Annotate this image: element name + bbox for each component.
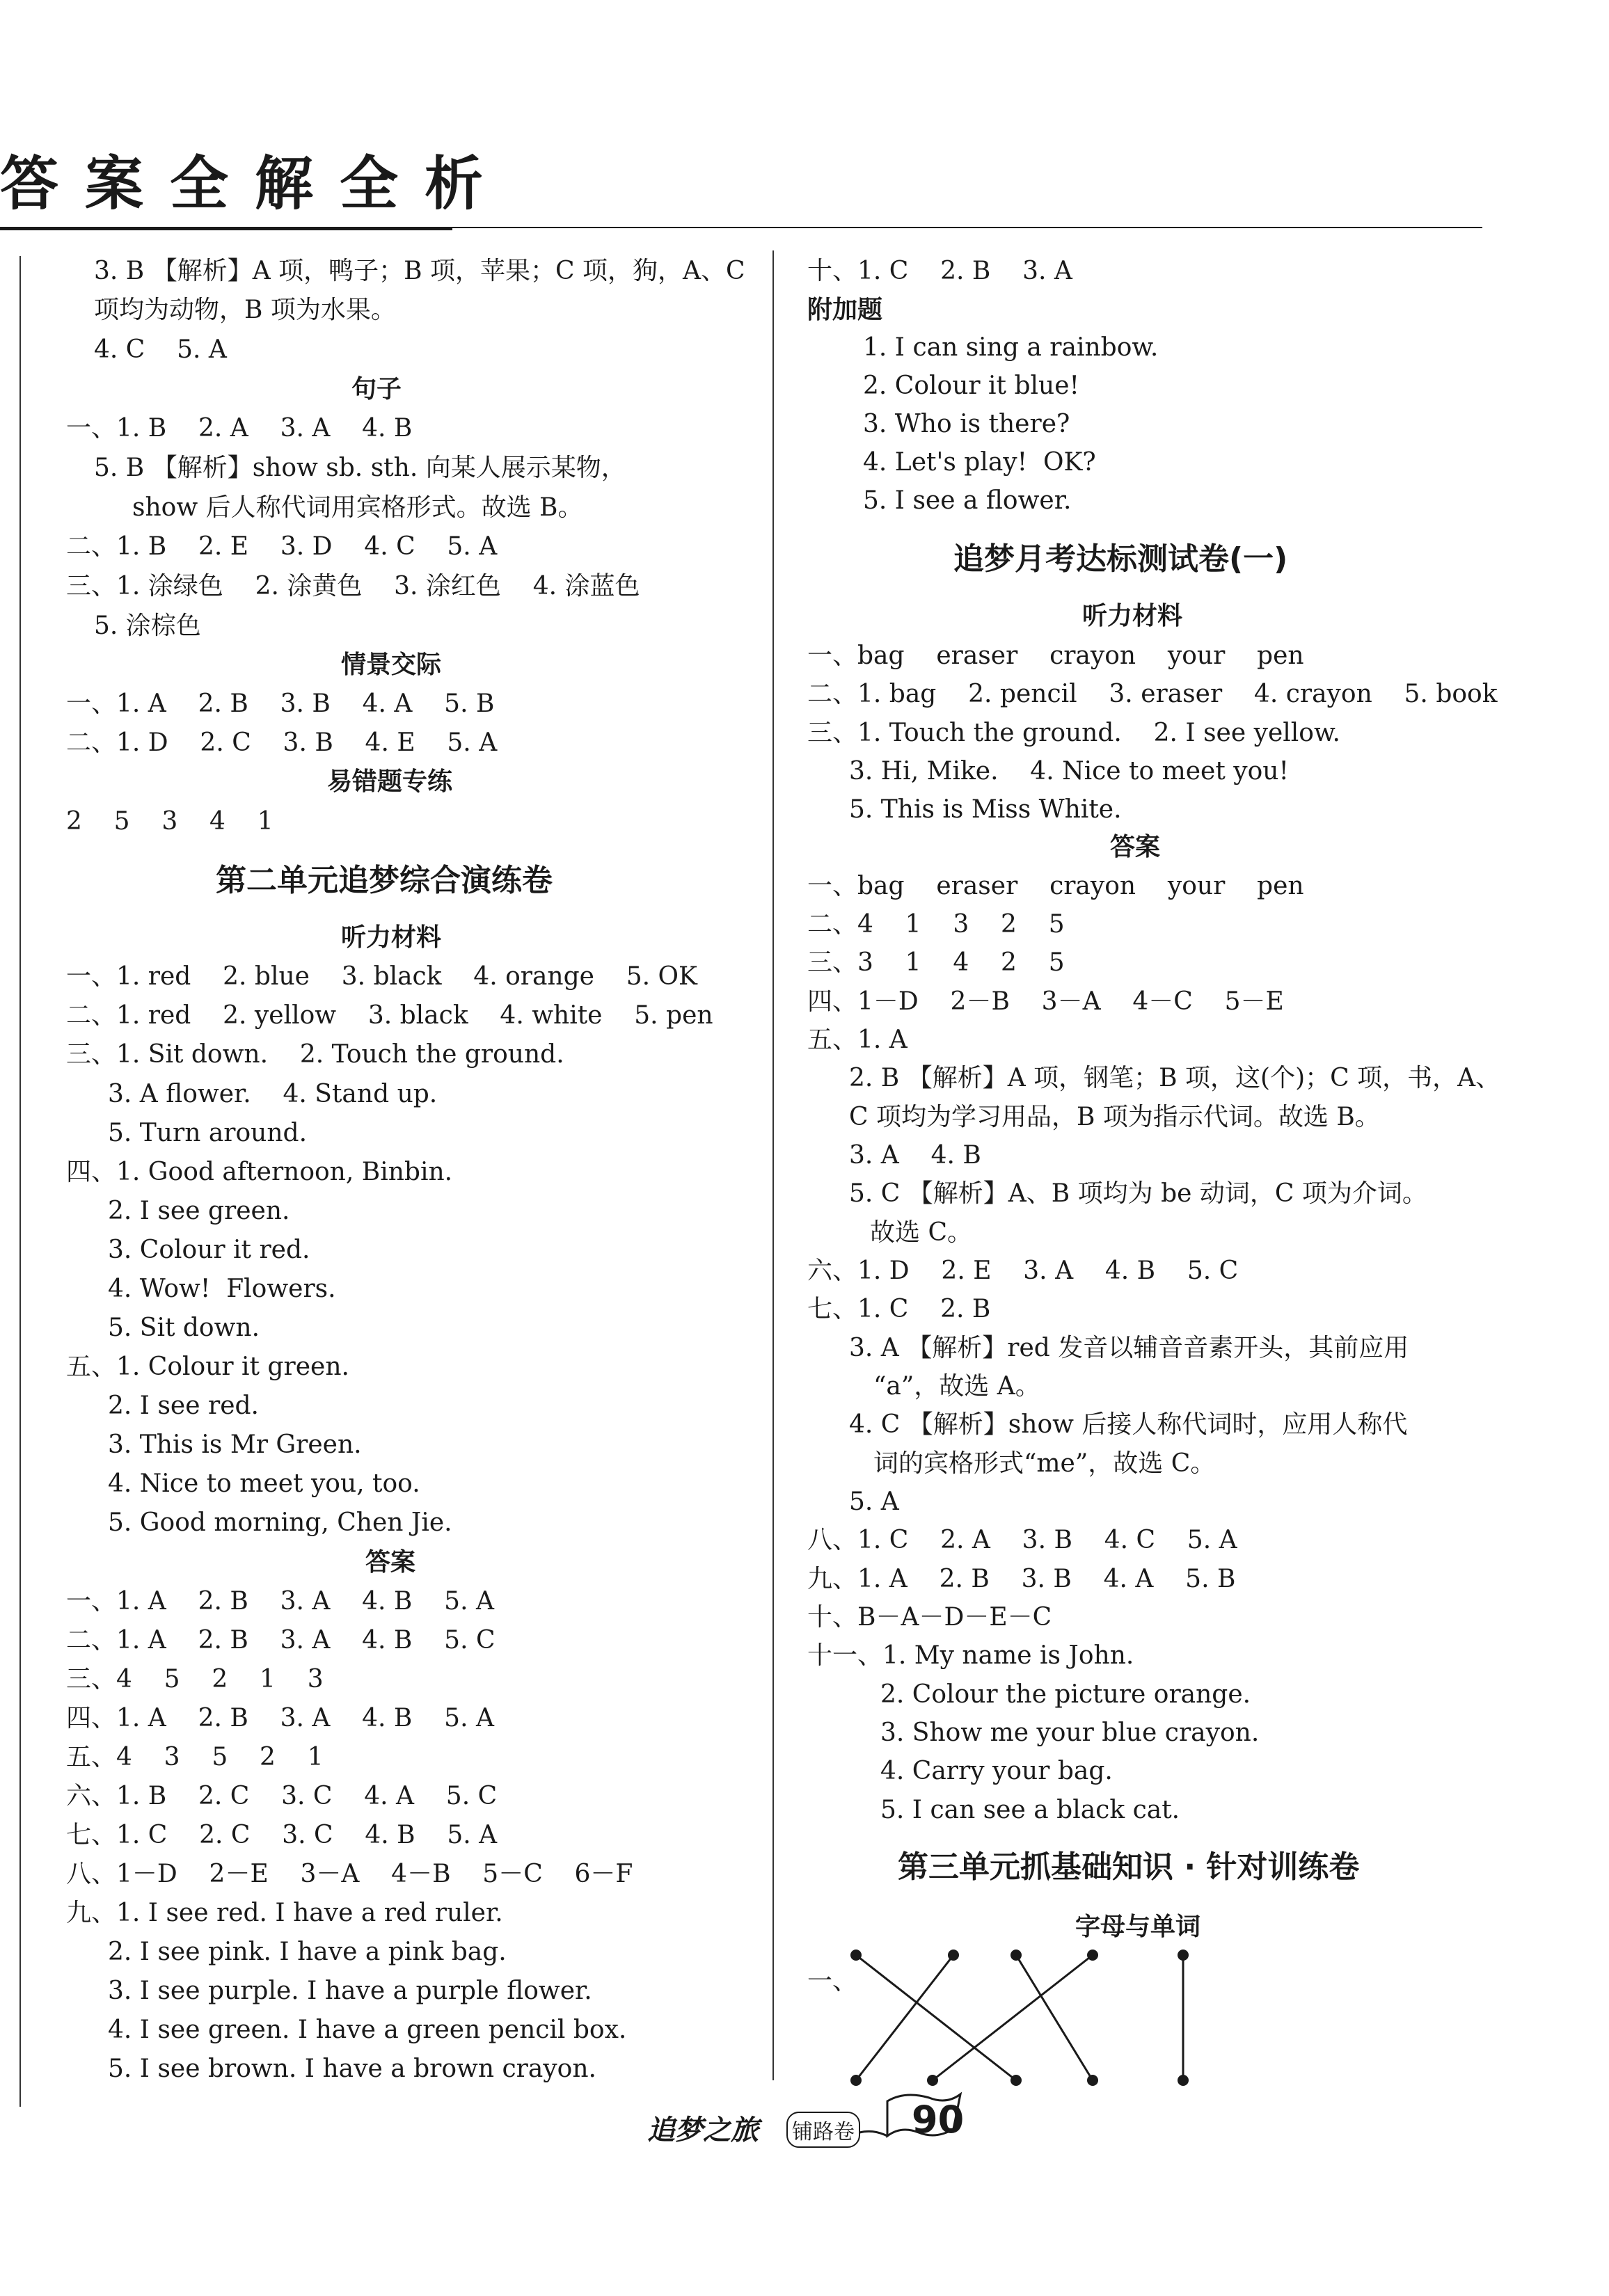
match-line bbox=[1016, 1955, 1093, 2080]
answer-line: 5. Good morning, Chen Jie. bbox=[108, 1508, 452, 1537]
answer-line: 四、1－D 2－B 3－A 4－C 5－E bbox=[807, 987, 1284, 1016]
section-heading: 字母与单词 bbox=[1075, 1913, 1201, 1941]
section-heading: 易错题专练 bbox=[327, 767, 453, 796]
answer-line: 3. Colour it red. bbox=[108, 1236, 310, 1264]
answer-line: 4. C 5. A bbox=[94, 335, 227, 364]
section-heading: 听力材料 bbox=[1082, 602, 1183, 630]
answer-line: 4. Let's play! OK? bbox=[863, 448, 1096, 477]
answer-line: 3. A 【解析】red 发音以辅音音素开头，其前应用 bbox=[849, 1334, 1409, 1362]
answer-line: 一、1. A 2. B 3. A 4. B 5. A bbox=[66, 1587, 494, 1616]
unit-heading: 第三单元抓基础知识 · 针对训练卷 bbox=[898, 1849, 1360, 1885]
answer-line: 5. A bbox=[849, 1488, 899, 1516]
header-rule-thin bbox=[452, 227, 1482, 228]
answer-line: 二、1. B 2. E 3. D 4. C 5. A bbox=[66, 532, 498, 561]
match-dot bbox=[1010, 1950, 1022, 1961]
match-dot bbox=[850, 1950, 862, 1961]
column-divider bbox=[772, 250, 774, 2080]
answer-line: 六、1. B 2. C 3. C 4. A 5. C bbox=[66, 1782, 498, 1810]
match-line bbox=[933, 1955, 1093, 2080]
page-header-title: 答案全解全析 bbox=[0, 150, 510, 218]
answer-line: 一、bag eraser crayon your pen bbox=[807, 641, 1304, 670]
answer-line: 九、1. I see red. I have a red ruler. bbox=[66, 1899, 503, 1927]
answer-line: 八、1. C 2. A 3. B 4. C 5. A bbox=[807, 1526, 1237, 1554]
answer-line: 三、1. 涂绿色 2. 涂黄色 3. 涂红色 4. 涂蓝色 bbox=[66, 572, 640, 600]
footer-brand: 追梦之旅 bbox=[647, 2114, 759, 2146]
answer-line: 3. This is Mr Green. bbox=[108, 1430, 362, 1459]
section-heading: 答案 bbox=[365, 1548, 416, 1577]
answer-line: 三、1. Sit down. 2. Touch the ground. bbox=[66, 1040, 564, 1069]
answer-line: 5. Sit down. bbox=[108, 1314, 260, 1342]
footer-badge: 铺路卷 bbox=[786, 2112, 860, 2148]
answer-line: 一、1. red 2. blue 3. black 4. orange 5. OK bbox=[66, 962, 697, 991]
answer-line: 二、1. bag 2. pencil 3. eraser 4. crayon 5. book bbox=[807, 680, 1498, 708]
answer-line: 3. A 4. B bbox=[849, 1141, 981, 1170]
section-heading: 句子 bbox=[351, 375, 402, 404]
answer-line: 4. I see green. I have a green pencil box. bbox=[108, 2016, 627, 2044]
answer-line: 2. I see red. bbox=[108, 1392, 259, 1420]
match-dot bbox=[1010, 2075, 1022, 2086]
answer-line: 1. I can sing a rainbow. bbox=[863, 333, 1159, 362]
answer-line: 六、1. D 2. E 3. A 4. B 5. C bbox=[807, 1257, 1239, 1285]
answer-line: 3. I see purple. I have a purple flower. bbox=[108, 1977, 592, 2005]
page-number: 90 bbox=[912, 2098, 965, 2142]
match-line bbox=[856, 1955, 953, 2080]
answer-line: 五、1. A bbox=[807, 1026, 907, 1054]
answer-line: show 后人称代词用宾格形式。故选 B。 bbox=[132, 493, 583, 522]
match-dot bbox=[1087, 1950, 1098, 1961]
answer-line: 5. This is Miss White. bbox=[849, 795, 1122, 824]
match-line bbox=[856, 1955, 1016, 2080]
section-heading: 听力材料 bbox=[341, 923, 442, 952]
answer-line: 九、1. A 2. B 3. B 4. A 5. B bbox=[807, 1565, 1236, 1593]
answer-line: C 项均为学习用品，B 项为指示代词。故选 B。 bbox=[849, 1103, 1380, 1131]
answer-line: 词的宾格形式“me”，故选 C。 bbox=[873, 1449, 1216, 1478]
answer-line: 2. Colour it blue! bbox=[863, 372, 1079, 400]
answer-line: 十一、1. My name is John. bbox=[807, 1641, 1134, 1670]
header-rule bbox=[0, 227, 452, 230]
answer-line: 4. Wow! Flowers. bbox=[108, 1275, 336, 1303]
answer-line: 2. I see pink. I have a pink bag. bbox=[108, 1938, 507, 1966]
section-heading: 情景交际 bbox=[341, 651, 442, 679]
unit-heading: 追梦月考达标测试卷(一) bbox=[953, 541, 1288, 577]
answer-line: 三、3 1 4 2 5 bbox=[807, 948, 1065, 977]
answer-line: 故选 C。 bbox=[870, 1218, 972, 1247]
answer-line: 三、1. Touch the ground. 2. I see yellow. bbox=[807, 719, 1340, 747]
answer-line: 5. I see brown. I have a brown crayon. bbox=[108, 2055, 596, 2083]
answer-line: “a”，故选 A。 bbox=[873, 1372, 1040, 1401]
matching-diagram bbox=[828, 1941, 1204, 2108]
answer-line: 十、B－A－D－E－C bbox=[807, 1603, 1052, 1632]
answer-line: 七、1. C 2. C 3. C 4. B 5. A bbox=[66, 1821, 498, 1849]
match-dot bbox=[948, 1950, 959, 1961]
answer-line: 五、4 3 5 2 1 bbox=[66, 1743, 324, 1771]
answer-line: 二、1. red 2. yellow 3. black 4. white 5. pen bbox=[66, 1001, 713, 1030]
answer-line: 一、 bbox=[807, 1967, 858, 1995]
answer-line: 四、1. Good afternoon, Binbin. bbox=[66, 1158, 453, 1186]
answer-line: 3. Who is there? bbox=[863, 410, 1070, 438]
match-dot bbox=[850, 2075, 862, 2086]
answer-line: 八、1－D 2－E 3－A 4－B 5－C 6－F bbox=[66, 1860, 633, 1888]
answer-line: 四、1. A 2. B 3. A 4. B 5. A bbox=[66, 1704, 494, 1732]
section-heading: 答案 bbox=[1110, 833, 1161, 861]
match-dot bbox=[1178, 2075, 1189, 2086]
answer-line: 5. I see a flower. bbox=[863, 486, 1072, 515]
section-heading: 附加题 bbox=[807, 296, 883, 324]
answer-line: 3. B 【解析】A 项，鸭子；B 项，苹果；C 项，狗，A、C bbox=[94, 257, 745, 285]
answer-line: 2 5 3 4 1 bbox=[66, 807, 274, 836]
answer-line: 一、1. A 2. B 3. B 4. A 5. B bbox=[66, 689, 495, 718]
answer-line: 3. Hi, Mike. 4. Nice to meet you! bbox=[849, 757, 1289, 786]
answer-line: 2. Colour the picture orange. bbox=[880, 1680, 1251, 1709]
match-dot bbox=[1178, 1950, 1189, 1961]
left-margin-bar bbox=[19, 256, 21, 2107]
answer-line: 一、bag eraser crayon your pen bbox=[807, 872, 1304, 900]
answer-line: 五、1. Colour it green. bbox=[66, 1353, 349, 1381]
answer-line: 二、1. D 2. C 3. B 4. E 5. A bbox=[66, 728, 498, 757]
answer-line: 5. Turn around. bbox=[108, 1119, 308, 1147]
answer-line: 项均为动物，B 项为水果。 bbox=[94, 296, 396, 324]
answer-line: 3. Show me your blue crayon. bbox=[880, 1719, 1260, 1747]
answer-line: 5. 涂棕色 bbox=[94, 612, 201, 640]
answer-line: 4. Carry your bag. bbox=[880, 1757, 1113, 1785]
answer-line: 一、1. B 2. A 3. A 4. B bbox=[66, 414, 413, 443]
answer-line: 二、1. A 2. B 3. A 4. B 5. C bbox=[66, 1626, 496, 1655]
answer-line: 5. I can see a black cat. bbox=[880, 1796, 1180, 1824]
answer-line: 3. A flower. 4. Stand up. bbox=[108, 1080, 438, 1108]
answer-line: 4. Nice to meet you, too. bbox=[108, 1469, 420, 1498]
answer-line: 5. B 【解析】show sb. sth. 向某人展示某物， bbox=[94, 454, 626, 482]
answer-line: 三、4 5 2 1 3 bbox=[66, 1665, 324, 1693]
answer-line: 2. I see green. bbox=[108, 1197, 290, 1225]
answer-line: 5. C 【解析】A、B 项均为 be 动词，C 项为介词。 bbox=[849, 1179, 1427, 1208]
answer-line: 七、1. C 2. B bbox=[807, 1295, 991, 1323]
match-dot bbox=[1087, 2075, 1098, 2086]
unit-heading: 第二单元追梦综合演练卷 bbox=[216, 863, 553, 898]
answer-line: 4. C 【解析】show 后接人称代词时，应用人称代 bbox=[849, 1410, 1408, 1439]
answer-line: 2. B 【解析】A 项，钢笔；B 项，这(个)；C 项，书，A、 bbox=[849, 1064, 1501, 1092]
answer-line: 二、4 1 3 2 5 bbox=[807, 910, 1065, 939]
answer-line: 十、1. C 2. B 3. A bbox=[807, 257, 1072, 285]
match-dot bbox=[927, 2075, 938, 2086]
